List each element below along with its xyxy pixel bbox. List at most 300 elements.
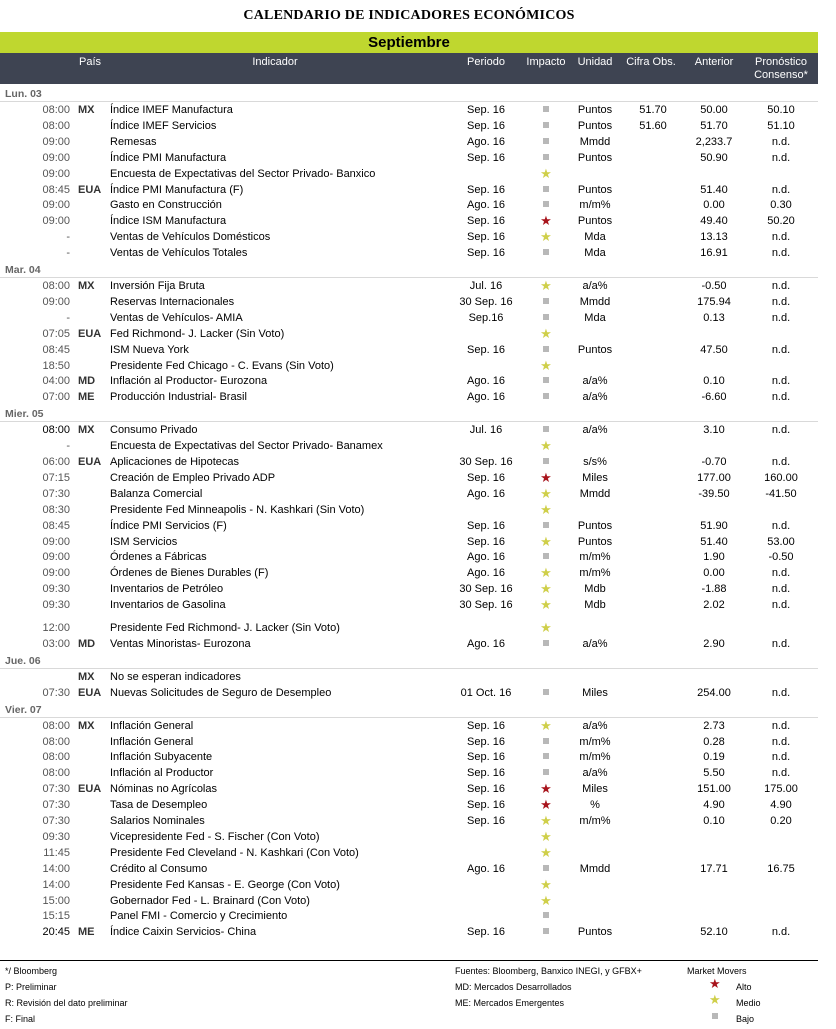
table-row	[0, 534, 818, 550]
previous-cell: 3.10	[703, 424, 725, 437]
time-cell: 08:00	[42, 719, 70, 732]
previous-cell: 0.00	[703, 567, 725, 580]
unit-cell: a/a%	[582, 637, 608, 650]
indicator-cell: ISM Nueva York	[110, 343, 189, 356]
previous-cell: -0.50	[701, 280, 727, 292]
consensus-cell: 0.30	[770, 199, 792, 212]
consensus-cell: 51.10	[767, 119, 795, 132]
impact-cell	[537, 166, 555, 183]
impact-cell	[537, 845, 555, 862]
table-row	[0, 734, 818, 750]
low-impact-square-icon	[543, 769, 549, 775]
impact-cell	[537, 245, 555, 261]
indicator-cell: Tasa de Desempleo	[110, 799, 208, 812]
indicator-cell: Inflación al Productor- Eurozona	[110, 375, 268, 388]
legend-medium-label: Medio	[736, 998, 761, 1008]
impact-cell	[537, 342, 555, 358]
unit-cell: s/s%	[583, 456, 607, 468]
impact-cell	[537, 534, 555, 551]
consensus-cell: n.d.	[771, 295, 791, 308]
time-cell: 12:00	[42, 622, 70, 634]
consensus-cell: -41.50	[765, 487, 797, 500]
impact-cell	[537, 549, 555, 565]
previous-cell: 1.90	[703, 551, 725, 564]
header-indicator: Indicador	[252, 56, 298, 68]
unit-cell: Mda	[584, 311, 606, 324]
footnote-bloomberg: */ Bloomberg	[5, 966, 58, 976]
low-impact-square-icon	[543, 553, 549, 559]
low-impact-square-icon	[543, 865, 549, 871]
period-cell: Sep. 16	[467, 815, 505, 827]
unit-cell: Puntos	[577, 343, 613, 356]
indicator-cell: Nuevas Solicitudes de Seguro de Desempleo	[110, 686, 332, 699]
unit-cell: Puntos	[577, 183, 613, 196]
country-cell: MX	[78, 670, 95, 683]
impact-cell	[537, 373, 555, 389]
medium-impact-star-icon: ★	[540, 278, 552, 293]
low-impact-square-icon	[543, 912, 549, 918]
consensus-cell: n.d.	[771, 567, 791, 580]
table-row	[0, 685, 818, 701]
table-row	[0, 438, 818, 454]
impact-cell	[537, 358, 555, 375]
time-cell: 07:30	[42, 686, 70, 699]
unit-cell: m/m%	[579, 735, 611, 748]
time-cell: 14:00	[42, 862, 70, 875]
indicator-cell: Producción Industrial- Brasil	[110, 391, 247, 404]
consensus-cell: n.d.	[771, 343, 791, 356]
indicator-cell: Inventarios de Gasolina	[110, 599, 226, 612]
impact-cell	[537, 326, 555, 343]
indicator-cell: Aplicaciones de Hipotecas	[110, 456, 240, 468]
previous-cell: -6.60	[701, 391, 727, 404]
table-header	[0, 53, 818, 84]
period-cell: Sep. 16	[467, 767, 505, 780]
footnote-sources: Fuentes: Bloomberg, Banxico INEGI, y GFBX+	[455, 966, 642, 976]
consensus-cell: n.d.	[771, 637, 791, 650]
period-cell: Sep. 16	[467, 799, 505, 812]
time-cell: 07:30	[42, 487, 70, 500]
previous-cell: 2.90	[703, 637, 725, 650]
unit-cell: Mmdd	[579, 295, 611, 308]
impact-cell	[537, 454, 555, 470]
consensus-cell: n.d.	[771, 391, 791, 404]
period-cell: Sep. 16	[467, 183, 505, 196]
medium-impact-star-icon: ★	[540, 501, 552, 517]
indicator-cell: Remesas	[110, 135, 157, 148]
impact-cell	[537, 597, 555, 614]
impact-cell	[537, 150, 555, 166]
indicator-cell: Panel FMI - Comercio y Crecimiento	[110, 910, 288, 923]
previous-cell: 49.40	[700, 215, 728, 228]
low-impact-square-icon	[543, 346, 549, 352]
day-label: Lun. 03	[5, 88, 42, 100]
unit-cell: m/m%	[579, 551, 611, 564]
page-title: CALENDARIO DE INDICADORES ECONÓMICOS	[243, 8, 575, 23]
high-impact-star-icon: ★	[540, 781, 552, 797]
legend-high-star-icon: ★	[709, 976, 721, 991]
time-cell: 08:00	[42, 751, 70, 764]
consensus-cell: n.d.	[771, 183, 791, 196]
previous-cell: 13.13	[700, 231, 728, 244]
table-row	[0, 781, 818, 797]
table-row	[0, 877, 818, 893]
medium-impact-star-icon: ★	[540, 717, 552, 733]
time-cell: 09:30	[42, 599, 70, 612]
medium-impact-star-icon: ★	[540, 357, 552, 373]
indicator-cell: Presidente Fed Richmond- J. Lacker (Sin Voto)	[110, 622, 340, 634]
low-impact-square-icon	[543, 298, 549, 304]
indicator-cell: Creación de Empleo Privado ADP	[110, 471, 276, 484]
day-label: Vier. 07	[5, 703, 42, 716]
previous-cell: 50.90	[700, 151, 728, 164]
consensus-cell: 0.20	[770, 815, 792, 827]
time-cell: 06:00	[42, 456, 70, 468]
period-cell: 01 Oct. 16	[460, 686, 512, 699]
period-cell: Jul. 16	[469, 280, 503, 292]
impact-cell	[537, 685, 555, 701]
time-cell: 11:45	[43, 846, 70, 859]
consensus-cell: 50.20	[767, 215, 795, 228]
day-header	[0, 653, 818, 669]
time-cell: 07:30	[42, 799, 70, 812]
table-row	[0, 718, 818, 734]
table-row	[0, 470, 818, 486]
high-impact-star-icon: ★	[540, 469, 552, 485]
indicator-cell: Inflación al Productor	[110, 767, 214, 780]
period-cell: Sep. 16	[467, 215, 505, 228]
table-row	[0, 102, 818, 118]
consensus-cell: n.d.	[771, 719, 791, 732]
consensus-cell: 160.00	[764, 471, 798, 484]
impact-cell	[537, 182, 555, 198]
time-cell: 07:00	[42, 391, 70, 404]
day-header	[0, 702, 818, 718]
impact-cell	[537, 197, 555, 213]
medium-impact-star-icon: ★	[540, 325, 552, 341]
legend-high-label: Alto	[736, 982, 752, 992]
footnote-revision: R: Revisión del dato preliminar	[5, 998, 128, 1008]
country-cell: MD	[78, 375, 96, 388]
time-cell: 03:00	[42, 637, 70, 650]
observed-cell: 51.60	[639, 119, 667, 132]
table-row	[0, 294, 818, 310]
country-cell: MD	[78, 637, 96, 650]
footnote-me: ME: Mercados Emergentes	[455, 998, 565, 1008]
unit-cell: Mmdd	[579, 487, 611, 500]
period-cell: Ago. 16	[467, 487, 505, 500]
medium-impact-star-icon: ★	[540, 438, 552, 454]
medium-impact-star-icon: ★	[540, 165, 552, 181]
unit-cell: m/m%	[579, 199, 611, 212]
impact-cell	[537, 861, 555, 877]
impact-cell	[537, 908, 555, 924]
unit-cell: Mda	[584, 231, 606, 244]
table-row	[0, 166, 818, 182]
indicator-cell: Inflación General	[110, 719, 194, 732]
impact-cell	[537, 749, 555, 765]
table-row	[0, 597, 818, 613]
impact-cell	[537, 924, 555, 940]
impact-cell	[537, 829, 555, 846]
time-cell: 09:00	[42, 151, 70, 164]
previous-cell: 0.19	[703, 751, 725, 764]
day-label: Jue. 06	[5, 654, 41, 667]
low-impact-square-icon	[543, 106, 549, 112]
low-impact-square-icon	[543, 377, 549, 383]
low-impact-square-icon	[543, 393, 549, 399]
indicator-cell: Balanza Comercial	[110, 487, 203, 500]
low-impact-square-icon	[543, 522, 549, 528]
consensus-cell: 16.75	[767, 862, 795, 875]
low-impact-square-icon	[543, 640, 549, 646]
table-row	[0, 924, 818, 940]
day-label: Mier. 05	[5, 408, 44, 421]
unit-cell: Puntos	[577, 519, 613, 532]
period-cell: Ago. 16	[467, 375, 505, 388]
time-cell: 08:00	[42, 104, 70, 116]
indicator-cell: Gobernador Fed - L. Brainard (Con Voto)	[110, 894, 310, 907]
time-cell: 09:00	[42, 535, 70, 548]
previous-cell: 2,233.7	[695, 135, 733, 148]
header-impact: Impacto	[526, 56, 566, 68]
previous-cell: 2.73	[703, 719, 725, 732]
period-cell: Sep. 16	[467, 735, 505, 748]
time-cell: 09:00	[42, 567, 70, 580]
previous-cell: 0.13	[703, 311, 725, 324]
medium-impact-star-icon: ★	[540, 581, 552, 597]
previous-cell: 151.00	[697, 783, 731, 796]
low-impact-square-icon	[543, 138, 549, 144]
footnote-md: MD: Mercados Desarrollados	[455, 982, 572, 992]
previous-cell: 52.10	[700, 926, 728, 939]
medium-impact-star-icon: ★	[540, 892, 552, 908]
table-row	[0, 908, 818, 924]
impact-cell	[537, 438, 555, 455]
indicator-cell: Órdenes de Bienes Durables (F)	[110, 567, 269, 580]
table-row	[0, 829, 818, 845]
unit-cell: Puntos	[577, 535, 613, 548]
impact-cell	[537, 565, 555, 582]
period-cell: Sep. 16	[467, 119, 505, 132]
legend-low-label: Bajo	[736, 1014, 755, 1024]
previous-cell: 5.50	[703, 767, 725, 780]
table-row	[0, 502, 818, 518]
impact-cell	[537, 310, 555, 326]
table-row	[0, 342, 818, 358]
low-impact-square-icon	[543, 186, 549, 192]
unit-cell: Mmdd	[579, 862, 611, 875]
period-cell: Sep. 16	[467, 926, 505, 939]
indicator-cell: Presidente Fed Kansas - E. George (Con Voto)	[110, 878, 340, 891]
indicator-cell: Índice PMI Manufactura (F)	[110, 183, 244, 196]
period-cell: Ago. 16	[467, 551, 505, 564]
indicator-cell: Crédito al Consumo	[110, 862, 208, 875]
period-cell: Sep. 16	[467, 783, 505, 796]
unit-cell: a/a%	[582, 767, 608, 780]
low-impact-square-icon	[543, 928, 549, 934]
table-row	[0, 373, 818, 389]
low-impact-square-icon	[543, 458, 549, 464]
previous-cell: 16.91	[700, 247, 728, 260]
medium-impact-star-icon: ★	[540, 485, 552, 501]
previous-cell: 51.40	[700, 183, 728, 196]
table-row	[0, 893, 818, 909]
period-cell: 30 Sep. 16	[459, 295, 513, 308]
period-cell: Sep. 16	[467, 104, 505, 116]
period-cell: Sep. 16	[467, 751, 505, 764]
previous-cell: 51.90	[700, 519, 728, 532]
time-cell: 09:30	[42, 830, 70, 843]
indicator-cell: Órdenes a Fábricas	[110, 551, 207, 564]
unit-cell: a/a%	[582, 391, 608, 404]
impact-cell	[537, 389, 555, 405]
unit-cell: Miles	[582, 783, 608, 796]
previous-cell: 51.40	[700, 535, 728, 548]
legend-low-square-icon	[712, 1011, 718, 1021]
table-row	[0, 358, 818, 374]
low-impact-square-icon	[543, 753, 549, 759]
header-unit: Unidad	[577, 56, 613, 68]
table-row	[0, 197, 818, 213]
unit-cell: m/m%	[579, 815, 611, 827]
impact-cell	[537, 422, 555, 438]
period-cell: Sep. 16	[467, 231, 505, 244]
medium-impact-star-icon: ★	[540, 813, 552, 828]
country-cell: EUA	[78, 686, 102, 699]
table-row	[0, 765, 818, 781]
high-impact-star-icon: ★	[540, 797, 552, 813]
unit-cell: Mdb	[584, 599, 606, 612]
table-row	[0, 749, 818, 765]
time-cell: 07:30	[42, 783, 70, 796]
impact-cell	[537, 734, 555, 750]
consensus-cell: n.d.	[771, 424, 791, 437]
indicator-cell: Presidente Fed Minneapolis - N. Kashkari (Sin Voto)	[110, 503, 365, 516]
impact-cell	[537, 893, 555, 910]
time-cell: 09:00	[42, 199, 70, 212]
consensus-cell: n.d.	[771, 375, 791, 388]
time-cell: 07:15	[42, 471, 70, 484]
period-cell: Sep. 16	[467, 343, 505, 356]
unit-cell: a/a%	[582, 280, 608, 292]
table-row	[0, 845, 818, 861]
unit-cell: a/a%	[582, 719, 608, 732]
previous-cell: 47.50	[700, 343, 728, 356]
indicator-cell: Ventas de Vehículos Domésticos	[110, 231, 271, 244]
previous-cell: 50.00	[700, 104, 728, 116]
indicator-cell: Reservas Internacionales	[110, 295, 235, 308]
period-cell: Ago. 16	[467, 637, 505, 650]
unit-cell: m/m%	[579, 567, 611, 580]
time-cell: 07:30	[42, 815, 70, 827]
table-row	[0, 797, 818, 813]
period-cell: Ago. 16	[467, 199, 505, 212]
impact-cell	[537, 502, 555, 519]
indicator-cell: Inventarios de Petróleo	[110, 583, 224, 596]
unit-cell: Mdb	[584, 583, 606, 596]
impact-cell	[537, 118, 555, 134]
previous-cell: 175.94	[697, 295, 731, 308]
time-cell: 09:00	[42, 167, 70, 180]
legend-medium-star-icon: ★	[709, 992, 721, 1007]
period-cell: 30 Sep. 16	[459, 456, 513, 468]
footnote-preliminar: P: Preliminar	[5, 982, 57, 992]
consensus-cell: n.d.	[771, 231, 791, 244]
header-period: Periodo	[467, 56, 505, 68]
indicator-cell: No se esperan indicadores	[110, 670, 241, 683]
time-cell: 15:15	[42, 910, 70, 923]
consensus-cell: n.d.	[771, 926, 791, 939]
indicator-cell: Salarios Nominales	[110, 815, 205, 827]
day-header	[0, 406, 818, 422]
unit-cell: Miles	[582, 686, 608, 699]
footnote-final: F: Final	[5, 1014, 36, 1024]
indicator-cell: Gasto en Construcción	[110, 199, 222, 212]
unit-cell: Puntos	[577, 119, 613, 132]
consensus-cell: 53.00	[767, 535, 795, 548]
medium-impact-star-icon: ★	[540, 229, 552, 245]
time-cell: 08:00	[42, 735, 70, 748]
previous-cell: 177.00	[697, 471, 731, 484]
time-cell: 08:00	[42, 119, 70, 132]
low-impact-square-icon	[543, 122, 549, 128]
time-cell: 08:00	[42, 424, 70, 437]
consensus-cell: n.d.	[771, 456, 791, 468]
consensus-cell: 4.90	[770, 799, 792, 812]
table-row	[0, 326, 818, 342]
table-row	[0, 581, 818, 597]
impact-cell	[537, 134, 555, 150]
table-row	[0, 389, 818, 405]
period-cell: Sep. 16	[467, 719, 505, 732]
indicator-cell: Ventas de Vehículos Totales	[110, 247, 248, 260]
indicator-cell: Índice PMI Manufactura	[110, 151, 227, 164]
low-impact-square-icon	[543, 426, 549, 432]
previous-cell: 254.00	[697, 686, 731, 699]
day-header	[0, 262, 818, 278]
table-row	[0, 620, 818, 636]
time-cell: 08:45	[42, 183, 70, 196]
consensus-cell: -0.50	[768, 551, 794, 564]
indicator-cell: Índice PMI Servicios (F)	[110, 519, 227, 532]
indicator-cell: Nóminas no Agrícolas	[110, 783, 217, 796]
country-cell: MX	[78, 280, 95, 292]
impact-cell	[537, 781, 555, 798]
country-cell: EUA	[78, 456, 102, 468]
country-cell: ME	[78, 926, 95, 939]
consensus-cell: n.d.	[771, 599, 791, 612]
period-cell: Sep. 16	[467, 519, 505, 532]
header-obs: Cifra Obs.	[626, 56, 676, 68]
impact-cell	[537, 813, 555, 830]
table-row	[0, 422, 818, 438]
time-cell: 08:45	[42, 343, 70, 356]
time-cell: 08:30	[42, 503, 70, 516]
country-cell: MX	[78, 719, 95, 732]
indicator-cell: Presidente Fed Chicago - C. Evans (Sin Voto)	[110, 359, 334, 372]
consensus-cell: n.d.	[771, 135, 791, 148]
table-row	[0, 310, 818, 326]
time-cell: -	[66, 231, 70, 244]
previous-cell: 17.71	[700, 862, 728, 875]
medium-impact-star-icon: ★	[540, 565, 552, 581]
country-cell: MX	[78, 424, 95, 437]
time-cell: -	[66, 440, 70, 453]
indicator-cell: Encuesta de Expectativas del Sector Privado- Banxico	[110, 167, 376, 180]
impact-cell	[537, 620, 555, 637]
time-cell: -	[66, 247, 70, 260]
